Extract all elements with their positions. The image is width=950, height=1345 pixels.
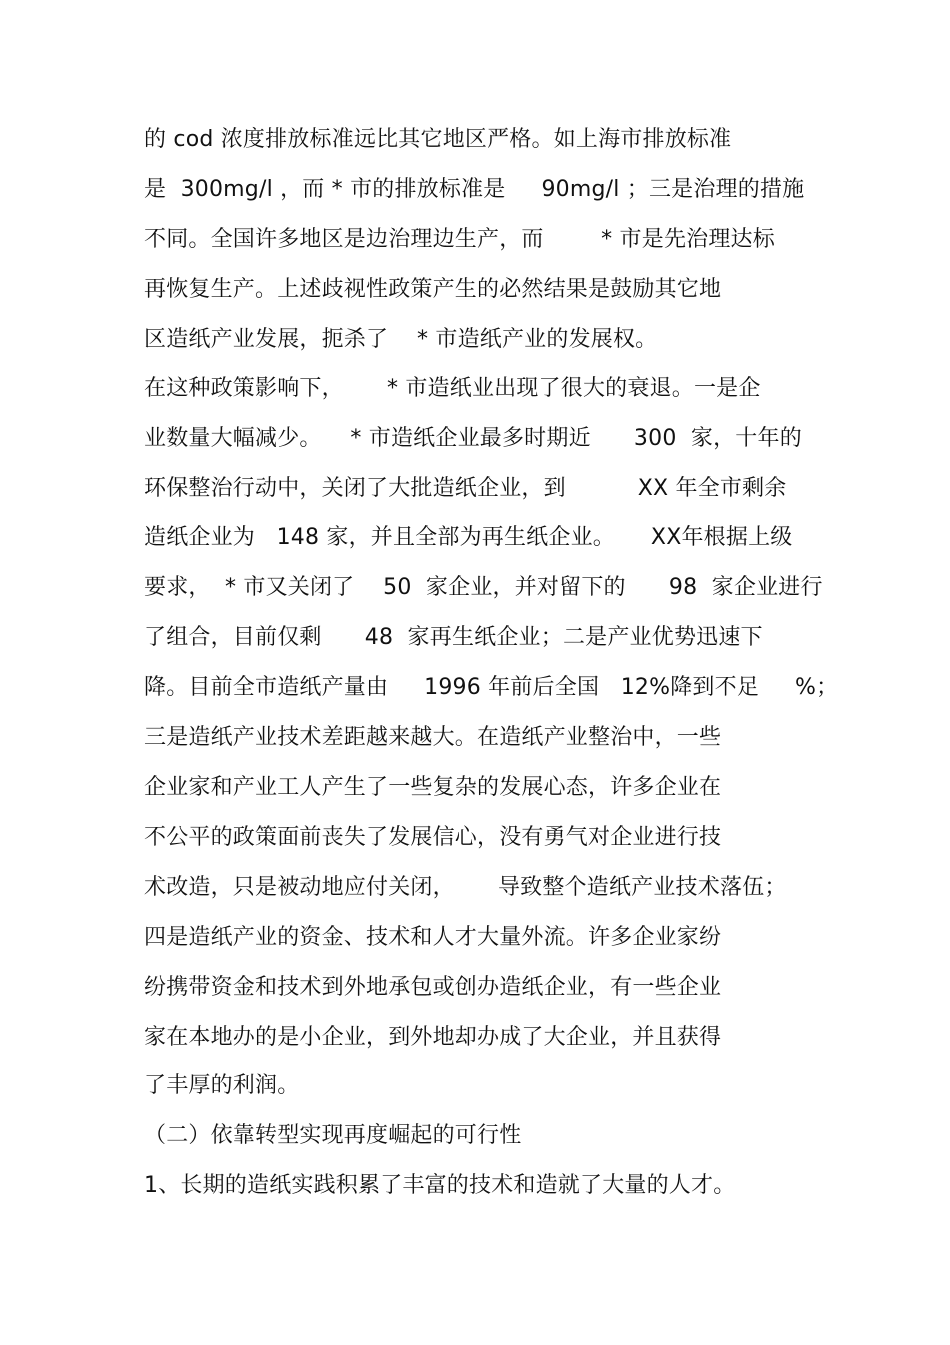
paragraph-line: 了组合，目前仅剩 48 家再生纸企业；二是产业优势迅速下 [144, 625, 763, 650]
paragraph-line: 造纸企业为 148 家，并且全部为再生纸企业。 XX年根据上级 [144, 525, 793, 550]
paragraph-line: 了丰厚的利润。 [144, 1073, 300, 1098]
paragraph-line: 降。目前全市造纸产量由 1996 年前后全国 12%降到不足 %； [144, 675, 839, 700]
paragraph-line: 不同。全国许多地区是边治理边生产，而 * 市是先治理达标 [144, 227, 775, 252]
paragraph-line: 的 cod 浓度排放标准远比其它地区严格。如上海市排放标准 [144, 127, 732, 152]
paragraph-line: 纷携带资金和技术到外地承包或创办造纸企业，有一些企业 [144, 975, 722, 1000]
paragraph-line: 环保整治行动中，关闭了大批造纸企业，到 XX 年全市剩余 [144, 476, 787, 501]
paragraph-line: 要求， * 市又关闭了 50 家企业，并对留下的 98 家企业进行 [144, 575, 823, 600]
paragraph-line: 1、长期的造纸实践积累了丰富的技术和造就了大量的人才。 [144, 1173, 736, 1198]
paragraph-line: 企业家和产业工人产生了一些复杂的发展心态，许多企业在 [144, 775, 722, 800]
paragraph-line: 术改造，只是被动地应付关闭， 导致整个造纸产业技术落伍； [144, 875, 787, 900]
section-heading: （二）依靠转型实现再度崛起的可行性 [144, 1123, 522, 1148]
paragraph-line: 在这种政策影响下， * 市造纸业出现了很大的衰退。一是企 [144, 376, 761, 401]
paragraph-line: 家在本地办的是小企业，到外地却办成了大企业，并且获得 [144, 1025, 722, 1050]
paragraph-line: 三是造纸产业技术差距越来越大。在造纸产业整治中，一些 [144, 725, 722, 750]
paragraph-line: 再恢复生产。上述歧视性政策产生的必然结果是鼓励其它地 [144, 277, 722, 302]
paragraph-line: 区造纸产业发展，扼杀了 * 市造纸产业的发展权。 [144, 327, 658, 352]
paragraph-line: 是 300mg/l ，而 * 市的排放标准是 90mg/l ；三是治理的措施 [144, 177, 805, 202]
paragraph-line: 不公平的政策面前丧失了发展信心，没有勇气对企业进行技 [144, 825, 722, 850]
paragraph-line: 业数量大幅减少。 * 市造纸企业最多时期近 300 家，十年的 [144, 426, 802, 451]
paragraph-line: 四是造纸产业的资金、技术和人才大量外流。许多企业家纷 [144, 925, 722, 950]
